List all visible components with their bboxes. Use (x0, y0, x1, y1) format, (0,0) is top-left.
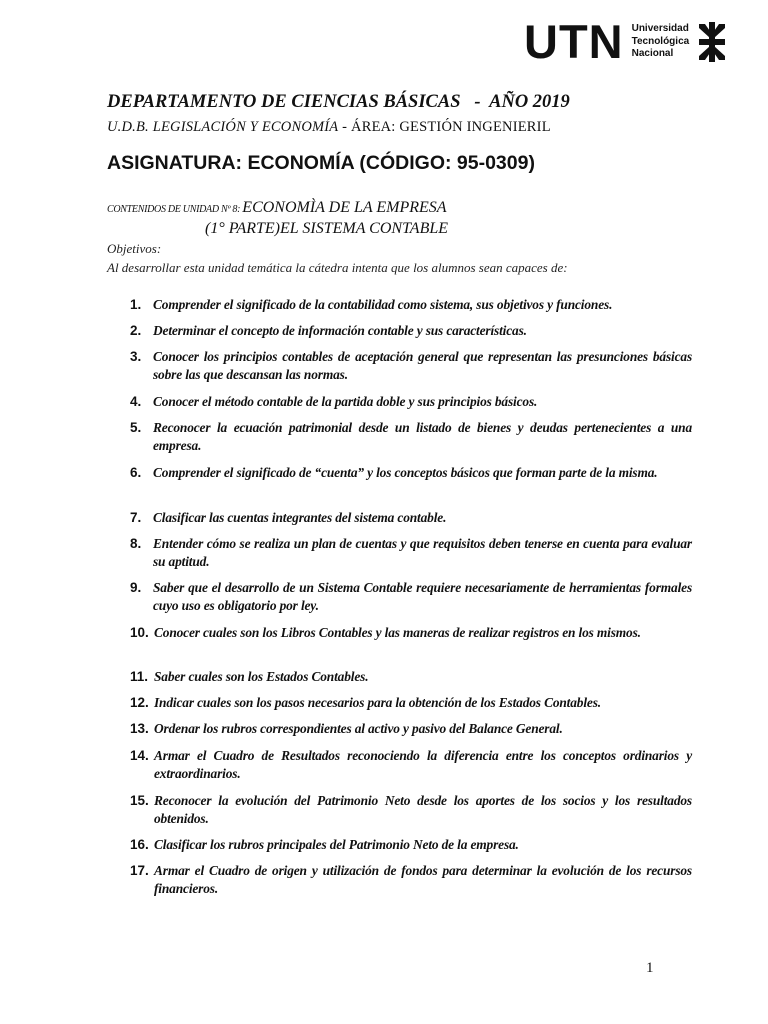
item-text: Entender cómo se realiza un plan de cuentas y que requisitos deben tenerse en cuenta para evaluar su aptitud. (153, 536, 692, 569)
objectives-label: Objetivos: (107, 241, 162, 256)
logo-institution-name (632, 23, 690, 61)
unit-title: ECONOMÌA DE LA EMPRESA (242, 199, 447, 216)
list-item (130, 792, 692, 828)
udb-area: - ÁREA: GESTIÓN INGENIERIL (338, 119, 551, 135)
department-heading: DEPARTAMENTO DE CIENCIAS BÁSICAS - AÑO 2019 (107, 92, 570, 112)
item-number: 14. (130, 748, 149, 763)
logo-line-1: Universidad (631, 23, 689, 35)
udb-line (107, 119, 551, 136)
item-text: Conocer cuales son los Libros Contables y las maneras de realizar registros en los mismos. (154, 625, 641, 640)
utn-emblem-icon (699, 22, 725, 62)
item-number: 3. (130, 349, 142, 364)
list-item (130, 862, 692, 898)
item-text: Ordenar los rubros correspondientes al activo y pasivo del Balance General. (154, 721, 563, 736)
item-text: Saber cuales son los Estados Contables. (154, 669, 369, 684)
subject-title: ASIGNATURA: ECONOMÍA (CÓDIGO: 95-0309) (107, 152, 535, 174)
list-item (130, 720, 692, 738)
item-text: Indicar cuales son los pasos necesarios para la obtención de los Estados Contables. (154, 695, 601, 710)
list-item (130, 348, 692, 384)
list-item (130, 694, 692, 712)
item-text: Reconocer la ecuación patrimonial desde un listado de bienes y deudas pertenecientes a una empresa. (153, 420, 692, 453)
list-item (130, 747, 692, 783)
logo-line-2: Tecnológica (631, 35, 690, 47)
logo-line-3: Nacional (631, 48, 674, 60)
list-item (130, 535, 692, 571)
item-text: Clasificar los rubros principales del Patrimonio Neto de la empresa. (154, 837, 519, 852)
item-number: 12. (130, 695, 149, 710)
item-number: 10. (130, 625, 149, 640)
item-number: 7. (130, 510, 142, 525)
item-number: 13. (130, 721, 149, 736)
item-number: 16. (130, 837, 149, 852)
objectives-intro: Al desarrollar esta unidad temática la cátedra intenta que los alumnos sean capaces de: (107, 260, 568, 275)
item-text: Conocer el método contable de la partida doble y sus principios básicos. (153, 394, 538, 409)
list-item (130, 509, 692, 527)
udb-name: U.D.B. LEGISLACIÓN Y ECONOMÍA (107, 119, 339, 135)
item-text: Armar el Cuadro de Resultados reconociendo la diferencia entre los conceptos ordinarios y extraordinarios. (154, 748, 692, 781)
item-text: Conocer los principios contables de aceptación general que representan las presunciones básicas sobre las que descansan las normas. (153, 349, 692, 382)
page-number: 1 (646, 960, 654, 976)
item-number: 4. (130, 394, 142, 409)
item-number: 11. (130, 669, 149, 684)
list-item (130, 419, 692, 455)
unit-prefix: CONTENIDOS DE UNIDAD Nº 8 (107, 204, 238, 215)
item-number: 2. (130, 323, 142, 338)
list-item (130, 393, 692, 411)
list-item (130, 624, 692, 642)
item-number: 5. (130, 420, 142, 435)
unit-heading (107, 199, 447, 217)
logo-wordmark: UTN (524, 15, 624, 68)
list-item (130, 322, 692, 340)
item-number: 15. (130, 793, 149, 808)
item-text: Clasificar las cuentas integrantes del sistema contable. (153, 510, 447, 525)
list-item (130, 296, 692, 314)
list-item (130, 464, 692, 482)
item-text: Comprender el significado de “cuenta” y los conceptos básicos que forman parte de la misma. (153, 465, 658, 480)
list-item (130, 668, 692, 686)
item-number: 17. (130, 863, 149, 878)
unit-colon: : (237, 204, 243, 215)
list-item (130, 836, 692, 854)
item-text: Comprender el significado de la contabilidad como sistema, sus objetivos y funciones. (153, 297, 613, 312)
list-item (130, 579, 692, 615)
item-number: 6. (130, 465, 142, 480)
item-number: 9. (130, 580, 142, 595)
item-text: Saber que el desarrollo de un Sistema Contable requiere necesariamente de herramientas formales cuyo uso es obligatorio por ley. (153, 580, 692, 613)
unit-subtitle: (1° PARTE)EL SISTEMA CONTABLE (205, 220, 449, 237)
utn-logo (524, 15, 740, 68)
item-text: Reconocer la evolución del Patrimonio Neto desde los aportes de los socios y los resultados obtenidos. (154, 793, 692, 826)
item-number: 8. (130, 536, 142, 551)
item-number: 1. (130, 297, 142, 312)
item-text: Determinar el concepto de información contable y sus características. (153, 323, 527, 338)
item-text: Armar el Cuadro de origen y utilización de fondos para determinar la evolución de los recursos financieros. (154, 863, 692, 896)
